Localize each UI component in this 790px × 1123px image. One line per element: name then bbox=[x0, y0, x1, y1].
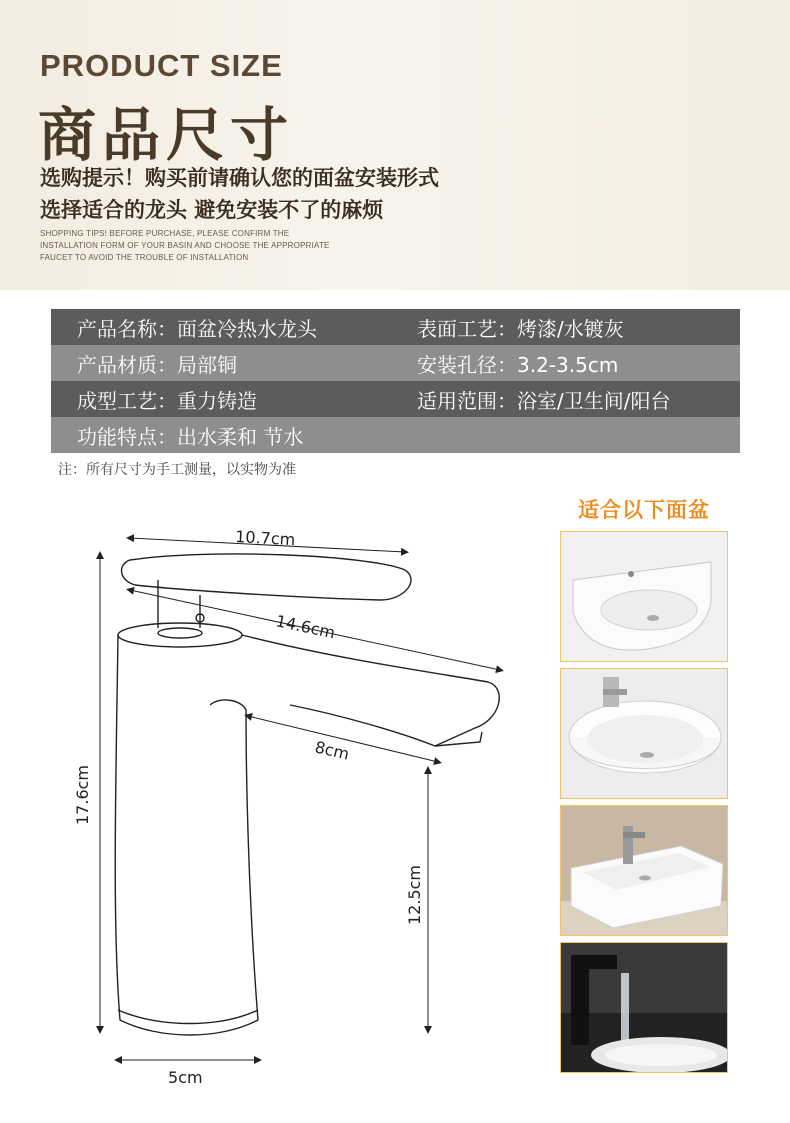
spec-cell: 成型工艺：重力铸造 bbox=[77, 388, 257, 413]
header-banner bbox=[0, 0, 790, 290]
spec-cell: 产品名称：面盆冷热水龙头 bbox=[77, 316, 317, 341]
spec-table bbox=[51, 309, 740, 453]
basin-image-round-vessel bbox=[560, 668, 728, 799]
basin-section-title: 适合以下面盆 bbox=[578, 498, 710, 522]
spec-cell: 安装孔径：3.2-3.5cm bbox=[417, 352, 619, 377]
spec-row bbox=[51, 381, 740, 417]
dim-label-total-height: 17.6cm bbox=[73, 764, 92, 825]
spec-row bbox=[51, 309, 740, 345]
tip-en-line-1: SHOPPING TIPS! BEFORE PURCHASE, PLEASE CONFIRM THE bbox=[40, 229, 290, 238]
title-cn: 商品尺寸 bbox=[38, 101, 295, 169]
spec-cell: 功能特点：出水柔和 节水 bbox=[77, 424, 304, 449]
faucet-spout bbox=[242, 635, 499, 746]
faucet-top-cap bbox=[118, 623, 242, 647]
dim-label-handle: 10.7cm bbox=[234, 527, 296, 550]
basin-image-rectangular-vessel bbox=[560, 805, 728, 936]
faucet-dimension-drawing bbox=[60, 500, 520, 1100]
dim-label-spout: 14.6cm bbox=[274, 611, 337, 643]
tip-line-1: 选购提示！购买前请确认您的面盆安装形式 bbox=[40, 166, 439, 190]
tip-en-line-3: FAUCET TO AVOID THE TROUBLE OF INSTALLATION bbox=[40, 253, 249, 262]
title-en: PRODUCT SIZE bbox=[40, 48, 283, 83]
faucet-body bbox=[115, 635, 258, 1035]
spec-cell: 产品材质：局部铜 bbox=[77, 352, 237, 377]
spec-row bbox=[51, 417, 740, 453]
measurement-note: 注：所有尺寸为手工测量，以实物为准 bbox=[58, 462, 296, 478]
basin-image-undermount bbox=[560, 942, 728, 1073]
tip-en-line-2: INSTALLATION FORM OF YOUR BASIN AND CHOOSE THE APPROPRIATE bbox=[40, 241, 330, 250]
dim-label-reach: 8cm bbox=[313, 737, 352, 764]
tip-line-2: 选择适合的龙头 避免安装不了的麻烦 bbox=[40, 198, 384, 222]
dim-label-spout-height: 12.5cm bbox=[405, 864, 424, 925]
dim-label-base-width: 5cm bbox=[168, 1068, 203, 1087]
spec-row bbox=[51, 345, 740, 381]
spec-cell: 表面工艺：烤漆/水镀灰 bbox=[417, 316, 624, 341]
basin-image-wall-hung bbox=[560, 531, 728, 662]
spec-cell: 适用范围：浴室/卫生间/阳台 bbox=[417, 388, 671, 413]
faucet-handle bbox=[122, 554, 411, 600]
